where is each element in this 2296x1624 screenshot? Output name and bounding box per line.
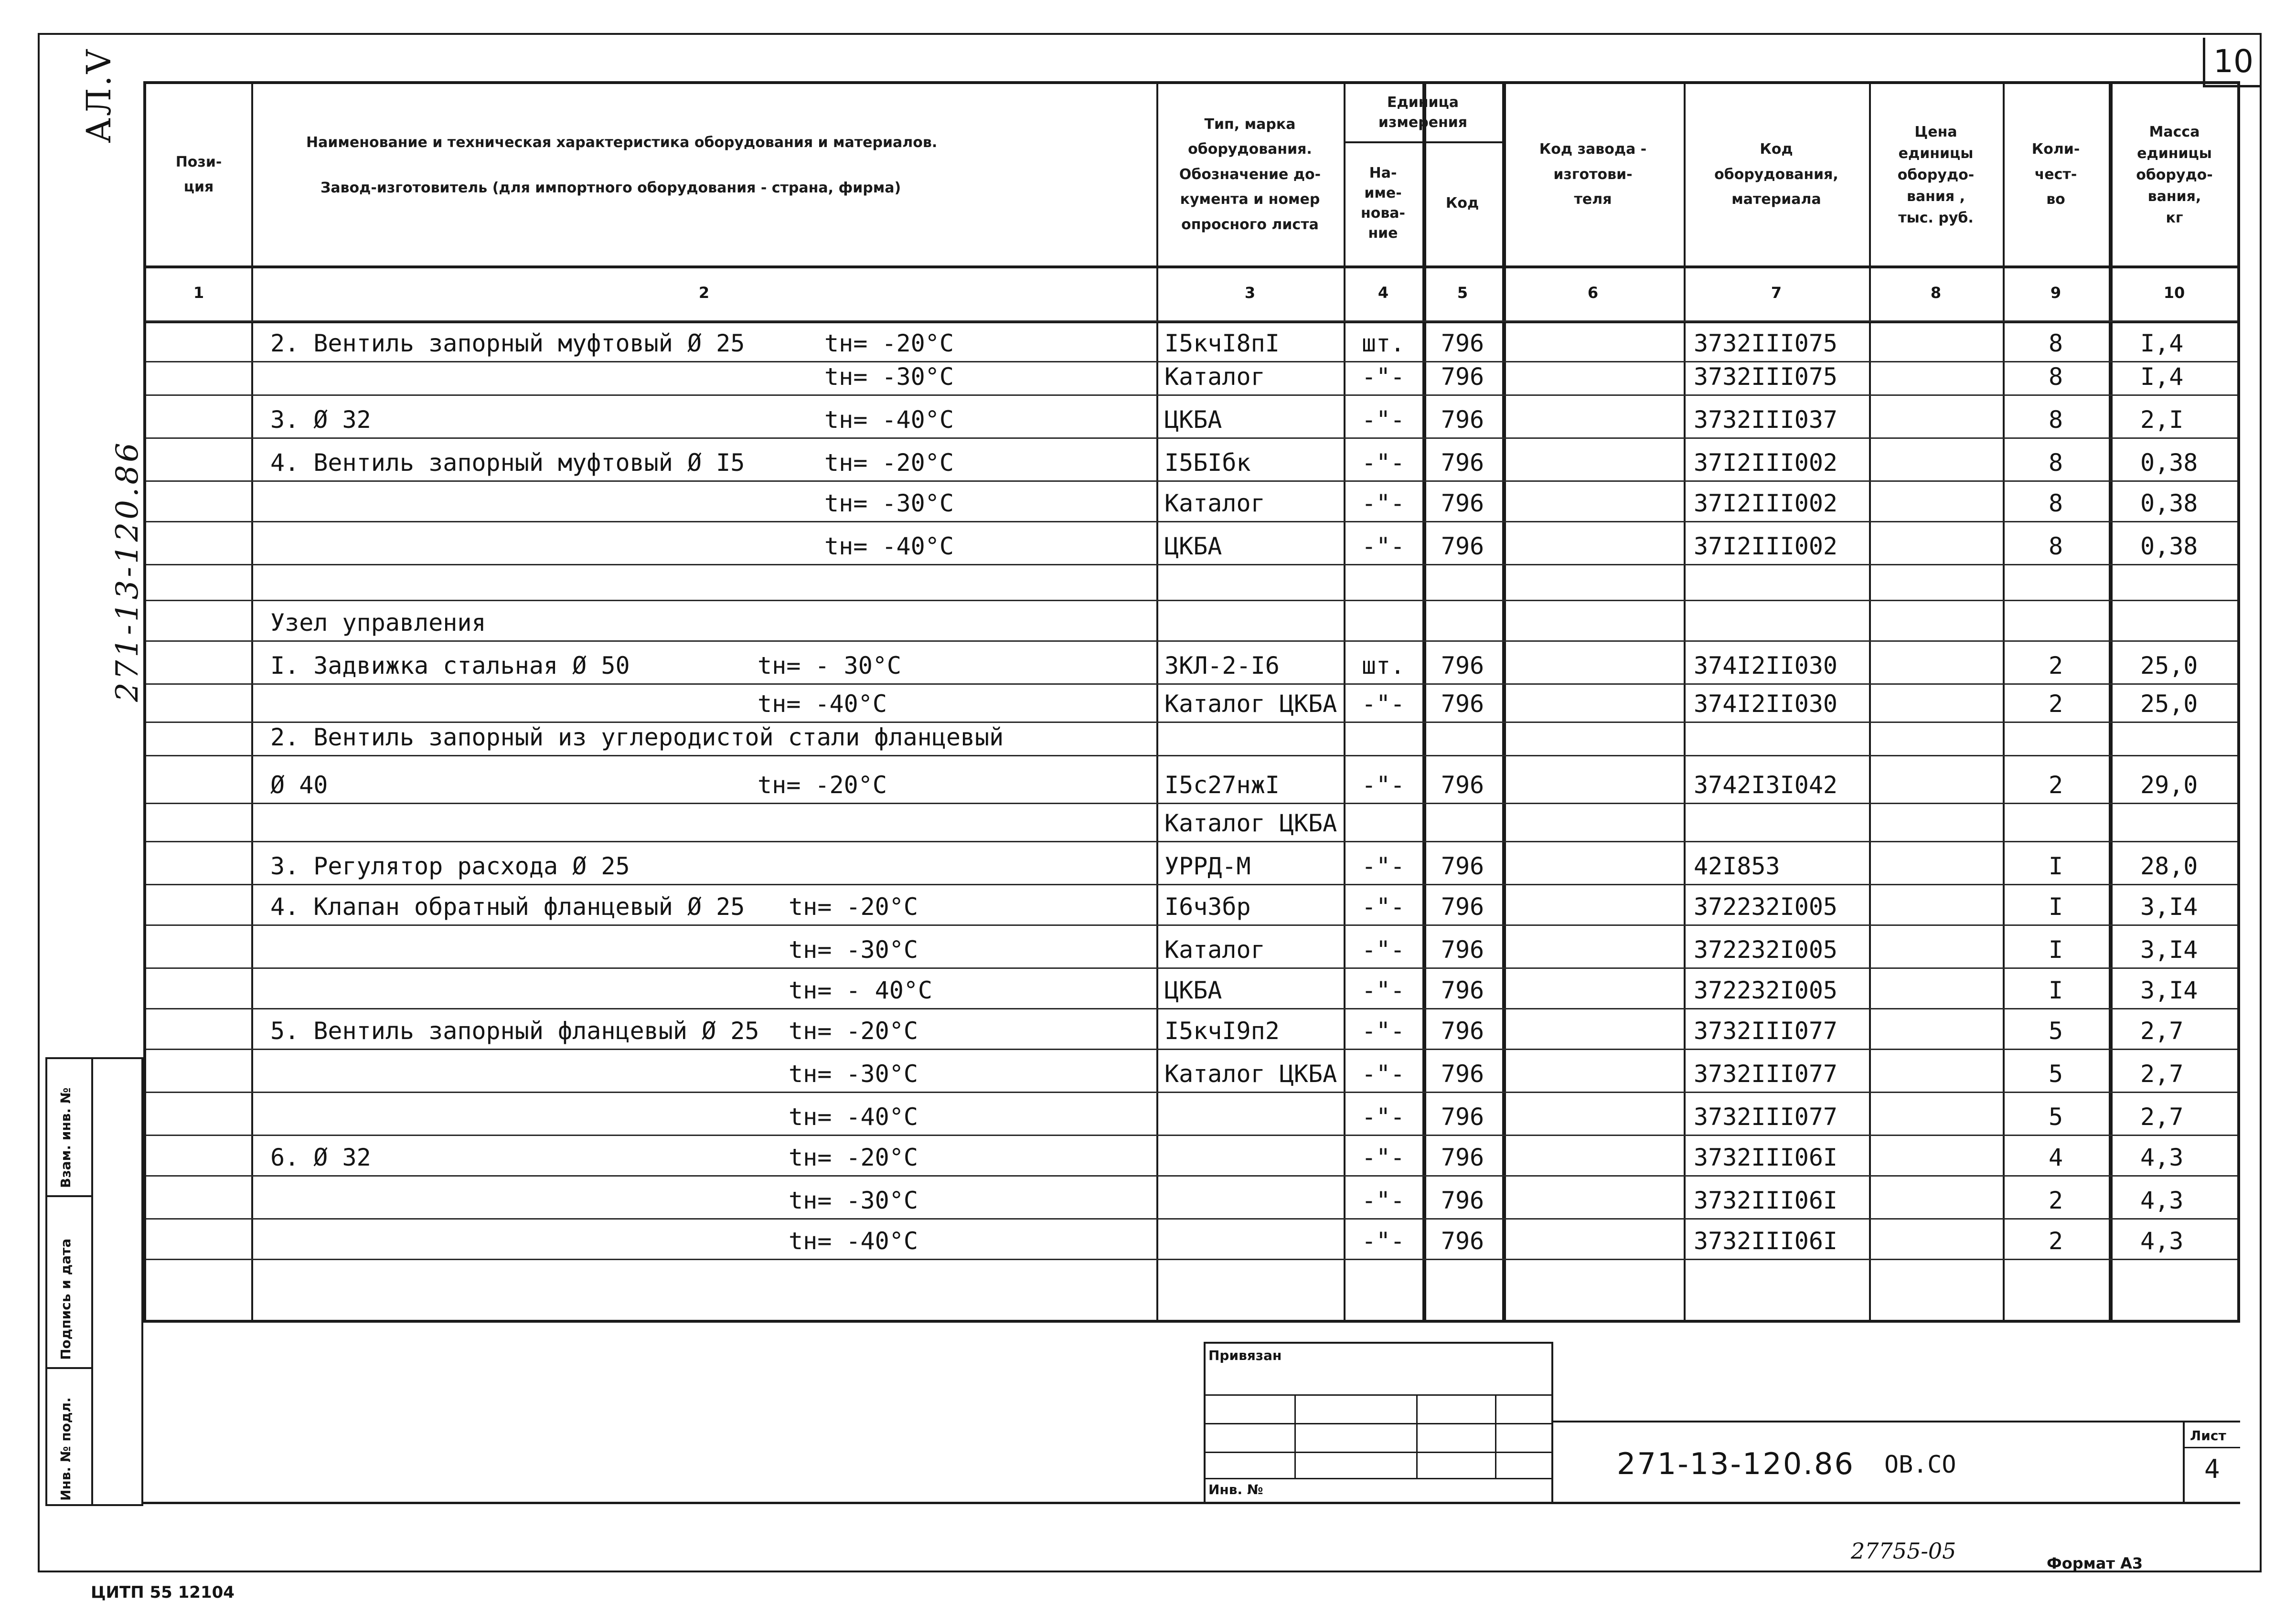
row-unit: -"-: [1361, 1144, 1405, 1171]
side-document-code: 271-13-120.86: [110, 440, 145, 702]
header-price: Цена единицы оборудо- вания , тыс. руб.: [1897, 123, 1975, 226]
row-divider: [146, 967, 2237, 969]
row-unit: шт.: [1361, 329, 1405, 357]
row-name: 4. Клапан обратный фланцевый Ø 25: [270, 893, 745, 921]
row-type: I5БIбк: [1164, 449, 1251, 477]
column-number: 1: [193, 284, 204, 302]
row-mass: 0,38: [2140, 532, 2198, 560]
header-type: Тип, марка оборудования. Обозначение до- кумента и номер опросного листа: [1179, 116, 1321, 233]
row-material-code: 372232I005: [1694, 977, 1838, 1004]
row-mass: 4,3: [2140, 1187, 2184, 1214]
row-quantity: I: [2048, 977, 2063, 1004]
row-temperature: tн= -40°C: [824, 532, 954, 560]
row-type: Каталог: [1164, 936, 1265, 964]
specification-table: [143, 81, 2240, 1323]
header-quantity: Коли- чест- во: [2031, 141, 2080, 208]
row-type: Каталог: [1164, 363, 1265, 391]
row-material-code: 37I2III002: [1694, 489, 1838, 517]
row-type: ЗКЛ-2-I6: [1164, 652, 1280, 679]
column-number: 5: [1457, 284, 1468, 302]
row-unit: -"-: [1361, 449, 1405, 477]
row-material-code: 3732III077: [1694, 1017, 1838, 1045]
sheet-label: Лист: [2190, 1428, 2226, 1444]
row-temperature: tн= -30°C: [824, 363, 954, 391]
row-mass: 3,I4: [2140, 936, 2198, 964]
stamp-label-inv-original: Инв. № подл.: [58, 1397, 74, 1501]
row-divider: [146, 640, 2237, 642]
row-unit: -"-: [1361, 690, 1405, 718]
row-material-code: 3732III06I: [1694, 1144, 1838, 1171]
row-divider: [146, 1008, 2237, 1009]
row-quantity: 5: [2048, 1103, 2063, 1131]
row-unit-code: 796: [1441, 1017, 1484, 1045]
row-quantity: I: [2048, 936, 2063, 964]
row-mass: I,4: [2140, 363, 2184, 391]
row-unit-code: 796: [1441, 652, 1484, 679]
row-divider: [146, 320, 2237, 322]
row-type: ЦКБА: [1164, 406, 1222, 434]
row-divider: [146, 600, 2237, 601]
row-unit: -"-: [1361, 893, 1405, 921]
header-name-line1: Наименование и техническая характеристика оборудования и материалов.: [306, 134, 938, 151]
column-number: 4: [1378, 284, 1389, 302]
row-material-code: 37I2III002: [1694, 449, 1838, 477]
row-divider: [146, 1049, 2237, 1050]
row-unit: -"-: [1361, 1227, 1405, 1255]
row-temperature: tн= -20°C: [789, 893, 918, 921]
row-mass: 29,0: [2140, 771, 2198, 799]
row-temperature: tн= -30°C: [789, 1060, 918, 1088]
row-divider: [146, 521, 2237, 522]
row-quantity: 8: [2048, 532, 2063, 560]
row-temperature: tн= -30°C: [789, 1187, 918, 1214]
row-mass: 3,I4: [2140, 893, 2198, 921]
stamp-label-signature-date: Подпись и дата: [58, 1238, 74, 1360]
row-type: I5кчI9п2: [1164, 1017, 1280, 1045]
row-mass: 2,I: [2140, 406, 2184, 434]
row-mass: 3,I4: [2140, 977, 2198, 1004]
row-type: I5с27нжI: [1164, 771, 1280, 799]
row-temperature: tн= -20°C: [789, 1017, 918, 1045]
row-unit: -"-: [1361, 852, 1405, 880]
row-mass: 28,0: [2140, 852, 2198, 880]
row-unit-code: 796: [1441, 852, 1484, 880]
row-quantity: 2: [2048, 771, 2063, 799]
column-number: 3: [1244, 284, 1256, 302]
row-quantity: I: [2048, 893, 2063, 921]
row-material-code: 3732III077: [1694, 1060, 1838, 1088]
row-mass: 4,3: [2140, 1227, 2184, 1255]
row-type: ЦКБА: [1164, 532, 1222, 560]
row-quantity: 2: [2048, 1187, 2063, 1214]
row-temperature: tн= -40°C: [758, 690, 887, 718]
row-material-code: 372232I005: [1694, 893, 1838, 921]
column-number: 2: [698, 284, 710, 302]
row-unit: -"-: [1361, 1017, 1405, 1045]
row-material-code: 372232I005: [1694, 936, 1838, 964]
row-unit-code: 796: [1441, 1103, 1484, 1131]
header-name-line2: Завод-изготовитель (для импортного оборудования - страна, фирма): [320, 180, 901, 196]
row-material-code: 42I853: [1694, 852, 1780, 880]
column-number: 8: [1930, 284, 1942, 302]
row-divider: [146, 564, 2237, 565]
row-quantity: 2: [2048, 1227, 2063, 1255]
row-mass: 2,7: [2140, 1060, 2184, 1088]
row-name: I. Задвижка стальная Ø 50: [270, 652, 630, 679]
row-mass: 2,7: [2140, 1017, 2184, 1045]
header-position: Пози- ция: [175, 153, 222, 195]
row-quantity: 5: [2048, 1060, 2063, 1088]
sheet-number: 10: [2203, 38, 2262, 87]
side-code: АЛ.V: [79, 47, 118, 143]
row-material-code: 3732III06I: [1694, 1227, 1838, 1255]
row-quantity: 8: [2048, 329, 2063, 357]
row-unit: -"-: [1361, 1187, 1405, 1214]
row-material-code: 3732III037: [1694, 406, 1838, 434]
column-number: 7: [1771, 284, 1782, 302]
row-material-code: 374I2II030: [1694, 652, 1838, 679]
row-divider: [146, 1259, 2237, 1260]
row-unit: -"-: [1361, 406, 1405, 434]
row-quantity: I: [2048, 852, 2063, 880]
row-type: Каталог ЦКБА: [1164, 690, 1337, 718]
row-mass: 4,3: [2140, 1144, 2184, 1171]
row-mass: 25,0: [2140, 652, 2198, 679]
header-unit-code: Код: [1445, 194, 1479, 212]
row-type: УРРД-М: [1164, 852, 1251, 880]
row-unit: -"-: [1361, 936, 1405, 964]
approval-stamp: [45, 1057, 143, 1506]
row-material-code: 3732III077: [1694, 1103, 1838, 1131]
row-quantity: 8: [2048, 363, 2063, 391]
row-divider: [146, 722, 2237, 723]
row-unit-code: 796: [1441, 532, 1484, 560]
row-type: I6ч3бр: [1164, 893, 1251, 921]
row-mass: I,4: [2140, 329, 2184, 357]
row-name: 6. Ø 32: [270, 1144, 371, 1171]
row-unit-code: 796: [1441, 690, 1484, 718]
row-type: ЦКБА: [1164, 977, 1222, 1004]
row-unit: шт.: [1361, 652, 1405, 679]
row-divider: [146, 394, 2237, 396]
row-temperature: tн= -40°C: [789, 1103, 918, 1131]
row-unit: -"-: [1361, 1103, 1405, 1131]
row-unit-code: 796: [1441, 893, 1484, 921]
header-mass: Масса единицы оборудо- вания, кг: [2136, 123, 2213, 226]
row-temperature: tн= -20°C: [824, 329, 954, 357]
row-temperature: tн= -40°C: [789, 1227, 918, 1255]
row-material-code: 3732III075: [1694, 363, 1838, 391]
row-unit: -"-: [1361, 977, 1405, 1004]
row-unit-code: 796: [1441, 771, 1484, 799]
row-quantity: 2: [2048, 690, 2063, 718]
row-material-code: 374I2II030: [1694, 690, 1838, 718]
row-material-code: 3742I3I042: [1694, 771, 1838, 799]
footer-code: ЦИТП 55 12104: [91, 1583, 235, 1602]
header-material-code: Код оборудования, материала: [1714, 141, 1838, 208]
row-unit-code: 796: [1441, 936, 1484, 964]
row-unit: -"-: [1361, 1060, 1405, 1088]
row-temperature: tн= - 40°C: [789, 977, 933, 1004]
document-code: 271-13-120.86: [1617, 1446, 1855, 1481]
row-unit: -"-: [1361, 771, 1405, 799]
row-quantity: 8: [2048, 489, 2063, 517]
row-unit-code: 796: [1441, 489, 1484, 517]
row-unit: -"-: [1361, 532, 1405, 560]
row-mass: 25,0: [2140, 690, 2198, 718]
row-type: I5кчI8пI: [1164, 329, 1280, 357]
row-name: 5. Вентиль запорный фланцевый Ø 25: [270, 1017, 759, 1045]
row-unit-code: 796: [1441, 406, 1484, 434]
row-divider: [146, 1135, 2237, 1136]
row-temperature: tн= -20°C: [758, 771, 887, 799]
row-temperature: tн= -40°C: [824, 406, 954, 434]
column-number: 10: [2163, 284, 2185, 302]
column-number: 9: [2050, 284, 2061, 302]
row-divider: [146, 841, 2237, 842]
row-unit-code: 796: [1441, 363, 1484, 391]
header-unit-group: Единица измерения: [1378, 94, 1468, 131]
row-divider: [146, 924, 2237, 926]
row-divider: [146, 480, 2237, 482]
row-type: Каталог: [1164, 489, 1265, 517]
row-quantity: 4: [2048, 1144, 2063, 1171]
row-quantity: 5: [2048, 1017, 2063, 1045]
row-mass: 2,7: [2140, 1103, 2184, 1131]
handwritten-code: 27755-05: [1851, 1538, 1956, 1564]
header-unit-name: На- име- нова- ние: [1360, 165, 1406, 242]
column-number: 6: [1587, 284, 1599, 302]
row-unit-code: 796: [1441, 1227, 1484, 1255]
row-unit-code: 796: [1441, 449, 1484, 477]
row-temperature: tн= -30°C: [824, 489, 954, 517]
row-unit-code: 796: [1441, 1060, 1484, 1088]
row-temperature: tн= -20°C: [824, 449, 954, 477]
row-divider: [146, 1092, 2237, 1093]
row-name: 3. Регулятор расхода Ø 25: [270, 852, 630, 880]
row-name: 3. Ø 32: [270, 406, 371, 434]
row-type: Каталог ЦКБА: [1164, 809, 1337, 837]
row-divider: [146, 803, 2237, 804]
row-divider: [146, 361, 2237, 362]
row-quantity: 8: [2048, 449, 2063, 477]
row-material-code: 3732III075: [1694, 329, 1838, 357]
row-divider: [146, 1175, 2237, 1177]
row-unit-code: 796: [1441, 1187, 1484, 1214]
row-divider: [146, 437, 2237, 439]
row-divider: [146, 755, 2237, 756]
row-material-code: 37I2III002: [1694, 532, 1838, 560]
row-temperature: tн= - 30°C: [758, 652, 902, 679]
stamp-label-replace-inv: Взам. инв. №: [58, 1087, 74, 1188]
row-divider: [146, 683, 2237, 685]
row-name: Ø 40: [270, 771, 328, 799]
row-name: 2. Вентиль запорный муфтовый Ø 25: [270, 329, 745, 357]
document-suffix: ОВ.СО: [1884, 1451, 1956, 1478]
privyazan-label: Привязан: [1208, 1348, 1282, 1363]
row-unit-code: 796: [1441, 1144, 1484, 1171]
row-name: 4. Вентиль запорный муфтовый Ø I5: [270, 449, 745, 477]
row-quantity: 8: [2048, 406, 2063, 434]
row-mass: 0,38: [2140, 489, 2198, 517]
row-mass: 0,38: [2140, 449, 2198, 477]
row-material-code: 3732III06I: [1694, 1187, 1838, 1214]
row-name: 2. Вентиль запорный из углеродистой стали фланцевый: [270, 723, 1004, 751]
row-quantity: 2: [2048, 652, 2063, 679]
row-temperature: tн= -30°C: [789, 936, 918, 964]
format-label: Формат А3: [2047, 1554, 2143, 1572]
row-type: Каталог ЦКБА: [1164, 1060, 1337, 1088]
row-divider: [146, 884, 2237, 885]
inv-label: Инв. №: [1208, 1482, 1263, 1497]
row-unit: -"-: [1361, 489, 1405, 517]
row-temperature: tн= -20°C: [789, 1144, 918, 1171]
row-divider: [146, 1218, 2237, 1220]
row-unit: -"-: [1361, 363, 1405, 391]
row-name: Узел управления: [270, 609, 486, 637]
row-unit-code: 796: [1441, 977, 1484, 1004]
row-unit-code: 796: [1441, 329, 1484, 357]
sheet-value: 4: [2204, 1454, 2220, 1484]
header-manufacturer-code: Код завода - изготови- теля: [1539, 141, 1647, 208]
